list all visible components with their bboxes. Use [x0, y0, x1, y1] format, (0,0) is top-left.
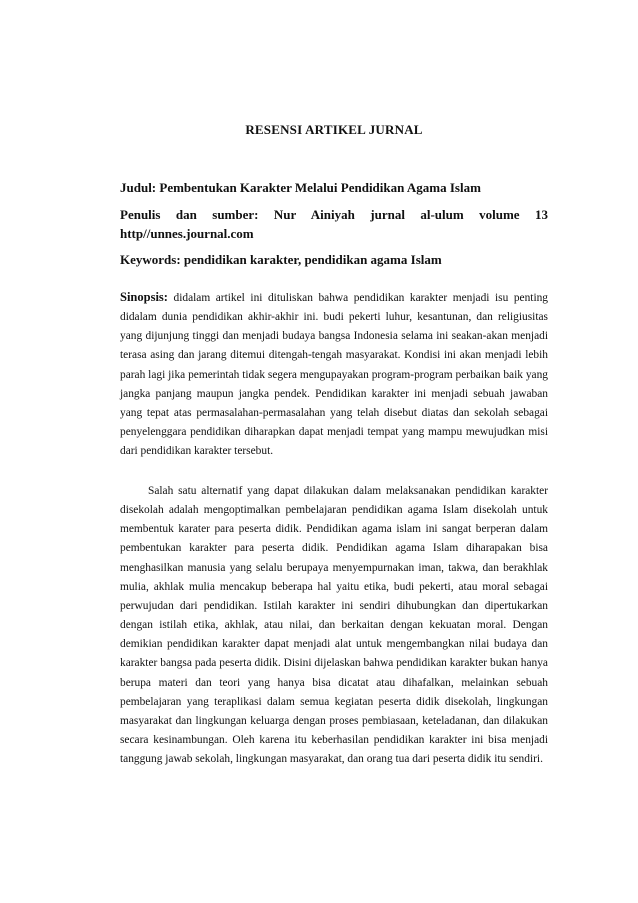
- body-paragraph: Salah satu alternatif yang dapat dilakukan dalam melaksanakan pendidikan karakter disekolah adalah mengoptimalkan pembelajaran pendidikan agama Islam disekolah untuk membentuk karater para peserta didik. Pendidikan agama islam ini sangat berperan dalam pembentukan karakter para peserta didik. Pendidikan agama Islam diharapakan bisa menghasilkan manusia yang selalu berupaya menyempurnakan iman, takwa, dan berakhlak mulia, akhlak mulia mencakup beberapa hal yaitu etika, budi pekerti, atau moral sebagai perwujudan dari pendidikan. Istilah karakter ini sendiri dihubungkan dan dipertukarkan dengan istilah etika, akhlak, atau nilai, dan berkaitan dengan kekuatan moral. Dengan demikian pendidikan karakter dapat menjadi alat untuk mengembangkan nilai budaya dan karakter bangsa pada peserta didik. Disini dijelaskan bahwa pendidikan karakter bukan hanya berupa materi dan teori yang hanya bisa dicatat atau dihafalkan, melainkan sebuah pembelajaran yang teraplikasi dalam semua kegiatan peserta didik disekolah, lingkungan masyarakat dan lingkungan keluarga dengan proses pembiasaan, keteladanan, dan dilakukan secara kesinambungan. Oleh karena itu keberhasilan pendidikan karakter ini bisa menjadi tanggung jawab sekolah, lingkungan masyarakat, dan orang tua dari peserta didik itu sendiri.: [120, 485, 548, 766]
- synopsis-label: Sinopsis:: [120, 290, 168, 304]
- synopsis-paragraph: [120, 288, 548, 461]
- author-source-line: Penulis dan sumber: Nur Ainiyah jurnal al-ulum volume 13: [120, 207, 548, 222]
- source-url: http//unnes.journal.com: [120, 226, 254, 241]
- document-page: [120, 0, 548, 903]
- article-title-line: Judul: Pembentukan Karakter Melalui Pendidikan Agama Islam: [120, 180, 481, 195]
- document-title: RESENSI ARTIKEL JURNAL: [245, 122, 423, 137]
- synopsis-text: didalam artikel ini dituliskan bahwa pendidikan karakter menjadi isu penting didalam dunia pendidikan akhir-akhir ini. budi pekerti luhur, kesantunan, dan religiusitas yang dijunjung tinggi dan menjadi budaya bangsa Indonesia selama ini seakan-akan menjadi terasa asing dan jarang ditemui ditengah-tengah masyarakat. Kondisi ini akan menjadi lebih parah lagi jika pemerintah tidak segera mengupayakan program-program perbaikan baik yang jangka panjang maupun jangka pendek. Pendidikan karakter ini menjadi sebuah jawaban yang tepat atas permasalahan-permasalahan yang telah disebut diatas dan sekolah sebagai penyelenggara pendidikan diharapkan dapat menjadi tempat yang mampu mewujudkan misi dari pendidikan karakter tersebut.: [120, 292, 548, 458]
- keywords-line: Keywords: pendidikan karakter, pendidikan agama Islam: [120, 252, 442, 267]
